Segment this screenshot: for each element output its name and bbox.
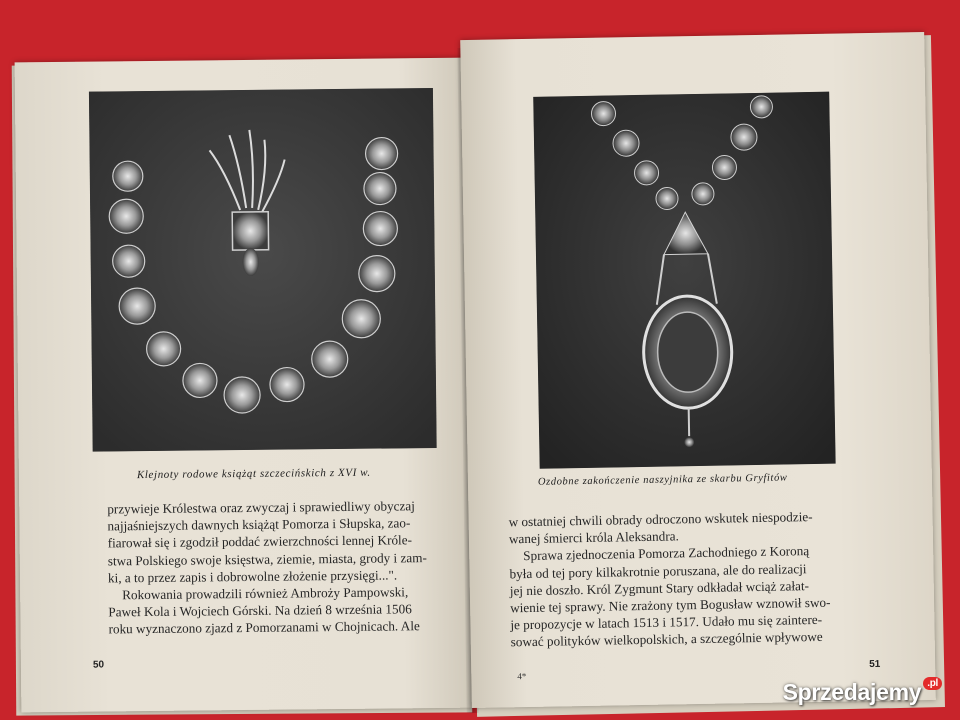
pendant-illustration bbox=[533, 92, 835, 469]
text-line: przywieje Królestwa oraz zwyczaj i sprawiedliwy obyczaj bbox=[107, 498, 415, 517]
text-line: fiarował się i zgodził poddać zwierzchności lennej Króle- bbox=[107, 532, 413, 551]
text-line: sować polityków wielkopolskich, a szczególnie wpływowe bbox=[510, 629, 823, 650]
signature-mark: 4* bbox=[517, 671, 527, 682]
watermark-badge: .pl bbox=[923, 677, 942, 690]
text-line: najjaśniejszych dawnych książąt Pomorza i Słupska, zao- bbox=[107, 515, 411, 534]
jewels-illustration bbox=[89, 88, 437, 452]
text-line: była od tej pory kilkakrotnie poruszana, ale do realizacji bbox=[509, 560, 807, 581]
text-line: Sprawa zjednoczenia Pomorza Zachodniego z Koroną bbox=[523, 543, 810, 564]
text-line: ki, a to przez zapis i dobrowolne złożenie przysięgi...". bbox=[107, 567, 398, 586]
watermark-logo bbox=[783, 679, 942, 706]
page-number-left: 50 bbox=[92, 659, 105, 671]
right-caption: Ozdobne zakończenie naszyjnika ze skarbu Gryfitów bbox=[537, 472, 788, 488]
page-number-right: 51 bbox=[869, 658, 881, 671]
jewels-photo bbox=[89, 88, 437, 452]
left-caption: Klejnoty rodowe książąt szczecińskich z XVI w. bbox=[136, 466, 371, 482]
right-body-text bbox=[508, 507, 882, 651]
text-line: wanej śmierci króla Aleksandra. bbox=[508, 528, 679, 547]
text-line: jej nie doszło. Król Zygmunt Stary odkładał wciąż załat- bbox=[509, 577, 810, 599]
left-page bbox=[15, 58, 474, 713]
text-line: je propozycje w latach 1513 i 1517. Udało mu się zaintere- bbox=[510, 612, 823, 633]
text-line: roku wyznaczono zjazd z Pomorzanami w Chojnicach. Ale bbox=[108, 618, 420, 637]
text-line: w ostatniej chwili obrady odroczono wskutek niespodzie- bbox=[508, 509, 813, 530]
text-line: Rokowania prowadzili również Ambroży Pampowski, bbox=[122, 584, 409, 603]
text-line: wienie tej sprawy. Nie zrażony tym Bogusław wznowił swo- bbox=[509, 594, 831, 616]
text-line: Paweł Kola i Wojciech Górski. Na dzień 8 września 1506 bbox=[108, 601, 412, 620]
text-line: stwa Polskiego swoje księstwa, ziemie, miasta, grody i zam- bbox=[107, 549, 427, 569]
left-body-text bbox=[107, 497, 448, 638]
watermark-text: Sprzedajemy bbox=[782, 679, 922, 705]
pendant-photo bbox=[533, 92, 835, 469]
right-page bbox=[460, 32, 936, 708]
